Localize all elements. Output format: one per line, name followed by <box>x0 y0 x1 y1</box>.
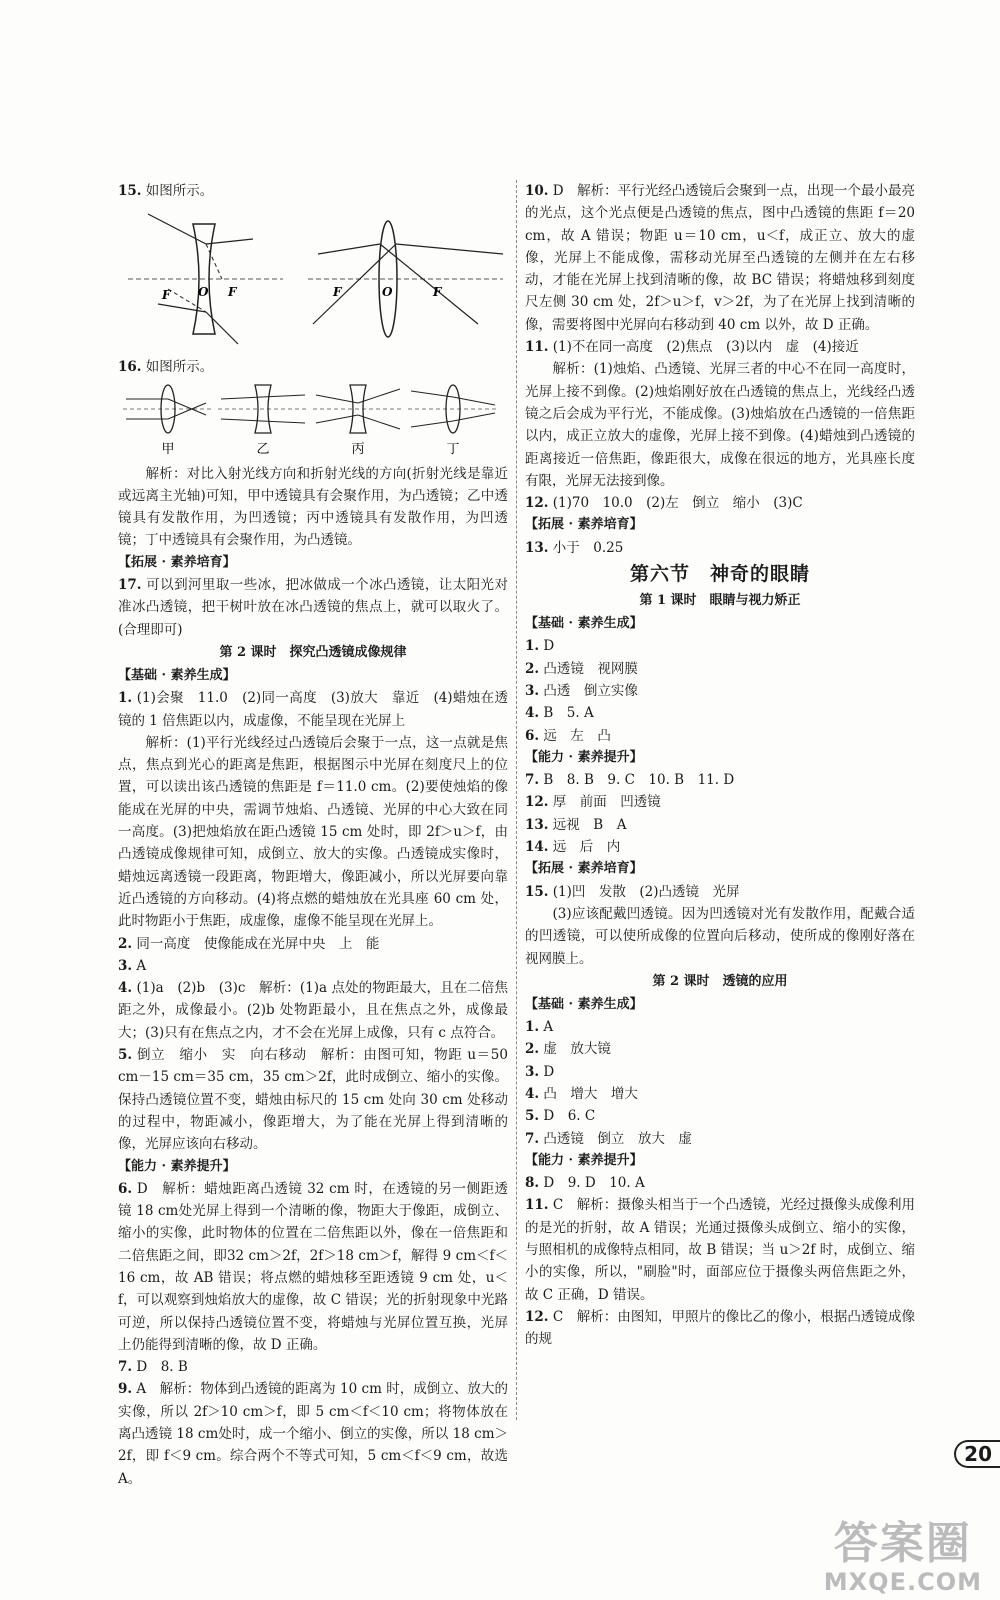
watermark-logo <box>824 1520 982 1596</box>
item-number: 7. <box>525 1130 540 1147</box>
section-header: 【能力 · 素养提升】 <box>525 1152 643 1168</box>
answer-text: 小于 0.25 <box>548 539 624 556</box>
answer-paragraph <box>525 1083 915 1105</box>
answer-paragraph <box>525 791 915 813</box>
answer-paragraph <box>118 1356 508 1378</box>
diagram-label: 丙 <box>351 441 365 457</box>
answer-paragraph <box>525 836 915 858</box>
answer-text: 凸透 倒立实像 <box>539 682 638 699</box>
answer-text: (1)凹 发散 (2)凸透镜 光屏 <box>548 883 740 900</box>
item-number: 11. <box>525 339 549 356</box>
answer-paragraph <box>525 180 915 336</box>
answer-text: D 解析：平行光经凸透镜后会聚到一点，出现一个最小最亮的光点，这个光点便是凸透镜的焦点，图中凸透镜的焦距 f＝20 cm，故 A 错误；物距 u＝10 cm，u＜f，成正立、放大的虚像，光屏上不能成像，需移动光屏至凸透镜的左侧并在左右移动，才能在光屏上找到清晰的像，故 BC 错误；将蜡烛移到刻度尺左侧 30 cm 处，2f＞u＞f，v＞2f，为了在光屏上找到清晰的像，需要将图中光屏向右移动到 40 cm 以外，故 D 正确。 <box>525 183 915 333</box>
answer-paragraph <box>525 336 915 358</box>
section-header: 【拓展 · 素养培育】 <box>525 517 643 533</box>
answer-paragraph <box>118 955 508 977</box>
answer-text: (1)a (2)b (3)c 解析：(1)a 点处的物距最大，且在二倍焦距之外，成像最小。(2)b 处物距最小，且在焦点之外，成像最大；(3)只有在焦点之内，才不会在光屏上成像，只有 c 点符合。 <box>118 980 508 1041</box>
answer-paragraph <box>525 635 915 657</box>
section-header: 【能力 · 素养提升】 <box>118 1158 236 1174</box>
item-number: 9. <box>118 1381 133 1398</box>
item-number: 8. <box>525 1175 540 1192</box>
answer-text: 解析：对比入射光线方向和折射光线的方向(折射光线是靠近或远离主光轴)可知，甲中透镜具有会聚作用，为凸透镜；乙中透镜具有发散作用，为凹透镜；丙中透镜具有发散作用，为凹透镜；丁中透镜具有会聚作用，为凸透镜。 <box>118 465 508 549</box>
answer-text: 凸透镜 视网膜 <box>539 660 638 677</box>
answer-text: 远视 B A <box>548 816 627 833</box>
item-number: 15. <box>118 183 142 199</box>
answer-paragraph <box>525 881 915 903</box>
right-column <box>525 180 915 1351</box>
answer-paragraph <box>525 1128 915 1150</box>
item-number: 2. <box>525 660 540 677</box>
answer-text: D <box>539 638 555 655</box>
answer-text: D 6. C <box>539 1108 596 1125</box>
answer-text: D 解析：蜡烛距离凸透镜 32 cm 时，在透镜的另一侧距透镜 18 cm处光屏上得到一个清晰的像，物距大于像距，成倒立、缩小的实像，此时物体的位置在二倍焦距以外，像在一倍焦距和二倍焦距之间，即32 cm＞2f，2f＞18 cm＞f，解得 9 cm＜f＜16 cm，故 AB 错误；将点燃的蜡烛移至距透镜 9 cm 处，u＜f，可以观察到烛焰放大的虚像，故 C 错误；光的折射现象中光路可逆，所以保持凸透镜位置不变，将蜡烛与光屏位置互换，光屏上仍能得到清晰的像，故 D 正确。 <box>118 1180 508 1353</box>
item-number: 12. <box>525 495 549 512</box>
column-divider <box>516 180 517 1420</box>
answer-text: C 解析：摄像头相当于一个凸透镜，光经过摄像头成像利用的是光的折射，故 A 错误；光通过摄像头成倒立、缩小的实像，与照相机的成像特点相同，故 B 错误；当 u＞2f 时，成倒立、缩小的实像，所以，"刷脸"时，面部应位于摄像头两倍焦距之外，故 C 正确，D 错误。 <box>525 1197 915 1303</box>
item-number: 6. <box>525 727 540 744</box>
watermark-url: MXQE.COM <box>823 1568 982 1596</box>
answer-text: A 解析：物体到凸透镜的距离为 10 cm 时，成倒立、放大的实像，所以 2f＞10 cm＞f，即 5 cm＜f＜10 cm；将物体放在离凸透镜 18 cm处时，成一个缩小、倒立的实像，所以 18 cm＞2f，即 f＜9 cm。综合两个不等式可知，5 cm＜f＜9 cm，故选 A。 <box>118 1381 508 1487</box>
answer-paragraph <box>118 687 508 732</box>
answer-paragraph <box>525 1038 915 1060</box>
lens-diagram <box>218 385 308 457</box>
answer-paragraph <box>118 356 508 378</box>
lesson-title: 第 2 课时 透镜的应用 <box>652 973 788 989</box>
item-number: 12. <box>525 1308 549 1325</box>
answer-paragraph <box>525 814 915 836</box>
answer-paragraph <box>118 1178 508 1356</box>
answer-paragraph <box>525 537 915 559</box>
item-number: 6. <box>118 1180 133 1197</box>
answer-paragraph <box>118 1044 508 1155</box>
answer-text: 如图所示。 <box>141 183 214 199</box>
answer-text: (3)应该配戴凹透镜。因为凹透镜对光有发散作用，配戴合适的凹透镜，可以使所成像的位置向后移动，使所成的像刚好落在视网膜上。 <box>525 905 915 967</box>
answer-paragraph <box>118 180 508 202</box>
answer-paragraph <box>525 1016 915 1038</box>
answer-text: 凸透镜 倒立 放大 虚 <box>539 1130 692 1147</box>
watermark-text: 答案圈 <box>833 1518 972 1569</box>
chapter-section-title: 第六节 神奇的眼睛 <box>629 563 810 586</box>
answer-paragraph <box>525 1172 915 1194</box>
diagram-label: 丁 <box>446 441 460 457</box>
answer-text: 凸 增大 增大 <box>539 1085 638 1102</box>
answer-text: A <box>539 1019 554 1036</box>
answer-text: 远 左 凸 <box>539 727 611 744</box>
answer-paragraph <box>525 1306 915 1351</box>
answer-text: 虚 放大镜 <box>539 1041 611 1058</box>
figure-15-ray-diagram <box>118 204 508 354</box>
item-number: 17. <box>118 577 142 594</box>
item-number: 5. <box>118 1047 133 1064</box>
item-number: 1. <box>525 1019 540 1036</box>
answer-paragraph <box>525 1105 915 1127</box>
diagram-label: 甲 <box>161 441 175 457</box>
answer-paragraph <box>118 463 508 552</box>
item-number: 16. <box>118 359 142 376</box>
answer-text: D 8. B <box>132 1359 188 1376</box>
answer-paragraph <box>525 769 915 791</box>
answer-text: C 解析：由图知，甲照片的像比乙的像小，根据凸透镜成像的规 <box>525 1308 915 1348</box>
item-number: 2. <box>118 935 133 952</box>
item-number: 4. <box>118 980 133 997</box>
focal-point-label: F <box>433 285 442 300</box>
lens-diagram <box>408 385 498 457</box>
answer-text: 远 后 内 <box>548 839 621 856</box>
answer-text: D <box>539 1063 555 1080</box>
item-number: 5. <box>525 1108 540 1125</box>
focal-point-label: F <box>333 285 342 300</box>
item-number: 2. <box>525 1041 540 1058</box>
answer-paragraph <box>525 680 915 702</box>
answer-text: 可以到河里取一些冰，把冰做成一个冰凸透镜，让太阳光对准冰凸透镜，把干树叶放在冰凸透镜的焦点上，就可以取火了。(合理即可) <box>118 577 508 638</box>
item-number: 12. <box>525 794 549 811</box>
item-number: 3. <box>525 682 540 699</box>
lens-diagram <box>123 385 213 457</box>
answer-paragraph <box>118 732 508 933</box>
item-number: 13. <box>525 539 549 556</box>
answer-paragraph <box>525 1194 915 1305</box>
answer-text: 解析：(1)平行光线经过凸透镜后会聚于一点，这一点就是焦点，焦点到光心的距离是焦距，根据图示中光屏在刻度尺上的位置，可以读出该凸透镜的焦距是 f＝11.0 cm。(2)要使烛焰的像能成在光屏的中央，需调节烛焰、凸透镜、光屏的中心大致在同一高度。(3)把烛焰放在距凸透镜 15 cm 处时，即 2f＞u＞f，由凸透镜成像规律可知，成倒立、放大的实像。凸透镜成实像时，蜡烛远离透镜一段距离，物距增大，像距减小，所以光屏要向靠近凸透镜的方向移动。(4)将点燃的蜡烛放在光具座 60 cm 处，此时物距小于焦距，成虚像，虚像不能呈现在光屏上。 <box>118 734 508 930</box>
answer-paragraph <box>525 658 915 680</box>
answer-paragraph <box>118 977 508 1044</box>
section-header: 【能力 · 素养提升】 <box>525 749 643 765</box>
lens-diagram <box>313 385 403 457</box>
answer-paragraph <box>525 725 915 747</box>
optical-center-label: O <box>382 285 393 300</box>
answer-paragraph <box>525 702 915 724</box>
left-column <box>118 180 508 1490</box>
item-number: 15. <box>525 883 549 900</box>
answer-text: D 9. D 10. A <box>539 1175 645 1192</box>
answer-text: B 8. B 9. C 10. B 11. D <box>539 772 735 789</box>
section-header: 【拓展 · 素养培育】 <box>118 554 236 570</box>
answer-paragraph <box>525 358 915 492</box>
answer-paragraph <box>118 933 508 955</box>
answer-text: 如图所示。 <box>141 359 214 376</box>
section-header: 【基础 · 素养生成】 <box>525 616 643 632</box>
focal-point-label: F <box>228 285 237 300</box>
page-number: 20 <box>954 1440 1000 1468</box>
answer-paragraph <box>525 492 915 514</box>
answer-paragraph <box>525 903 915 970</box>
answer-text: A <box>132 957 147 974</box>
answer-paragraph <box>525 1061 915 1083</box>
section-header: 【拓展 · 素养培育】 <box>525 861 643 877</box>
diagram-label: 乙 <box>256 441 270 457</box>
item-number: 7. <box>118 1359 133 1376</box>
answer-text: (1)70 10.0 (2)左 倒立 缩小 (3)C <box>548 495 803 512</box>
answer-text: 同一高度 使像能成在光屏中央 上 能 <box>132 935 380 952</box>
item-number: 4. <box>525 705 540 722</box>
focal-point-label: F <box>162 288 171 303</box>
item-number: 3. <box>525 1063 540 1080</box>
answer-text: 倒立 缩小 实 向右移动 解析：由图可知，物距 u＝50 cm－15 cm＝35 cm，35 cm＞2f，此时成倒立、缩小的实像。保持凸透镜位置不变，蜡烛由标尺的 15 cm 处向 30 cm 处移动的过程中，物距减小，像距增大，为了能在光屏上得到清晰的像，光屏应该向右移动。 <box>118 1047 508 1153</box>
figure-16-lens-diagrams <box>118 381 508 461</box>
answer-paragraph <box>118 1378 508 1489</box>
item-number: 1. <box>525 638 540 655</box>
item-number: 11. <box>525 1197 549 1214</box>
item-number: 1. <box>118 690 133 707</box>
answer-paragraph <box>118 574 508 641</box>
lesson-title: 第 1 课时 眼睛与视力矫正 <box>639 593 801 609</box>
answer-text: (1)会聚 11.0 (2)同一高度 (3)放大 靠近 (4)蜡烛在透镜的 1 倍焦距以内，成虚像，不能呈现在光屏上 <box>118 690 508 729</box>
optical-center-label: O <box>198 285 209 300</box>
item-number: 13. <box>525 816 549 833</box>
item-number: 3. <box>118 957 133 974</box>
answer-text: (1)不在同一高度 (2)焦点 (3)以内 虚 (4)接近 <box>548 339 859 356</box>
answer-text: B 5. A <box>539 705 594 722</box>
lesson-title: 第 2 课时 探究凸透镜成像规律 <box>219 644 407 660</box>
item-number: 4. <box>525 1085 540 1102</box>
section-header: 【基础 · 素养生成】 <box>118 667 236 683</box>
item-number: 7. <box>525 772 540 789</box>
item-number: 14. <box>525 839 549 856</box>
answer-text: 厚 前面 凹透镜 <box>548 794 661 811</box>
answer-text: 解析：(1)烛焰、凸透镜、光屏三者的中心不在同一高度时，光屏上接不到像。(2)烛焰刚好放在凸透镜的焦点上，光线经凸透镜之后会成为平行光，不能成像。(3)烛焰放在凸透镜的一倍焦距以内，成正立放大的虚像，光屏上接不到像。(4)蜡烛到凸透镜的距离接近一倍焦距，像距很大，成像在很远的地方，光具座长度有限，光屏无法接到像。 <box>525 361 915 489</box>
section-header: 【基础 · 素养生成】 <box>525 996 643 1012</box>
item-number: 10. <box>525 183 549 199</box>
